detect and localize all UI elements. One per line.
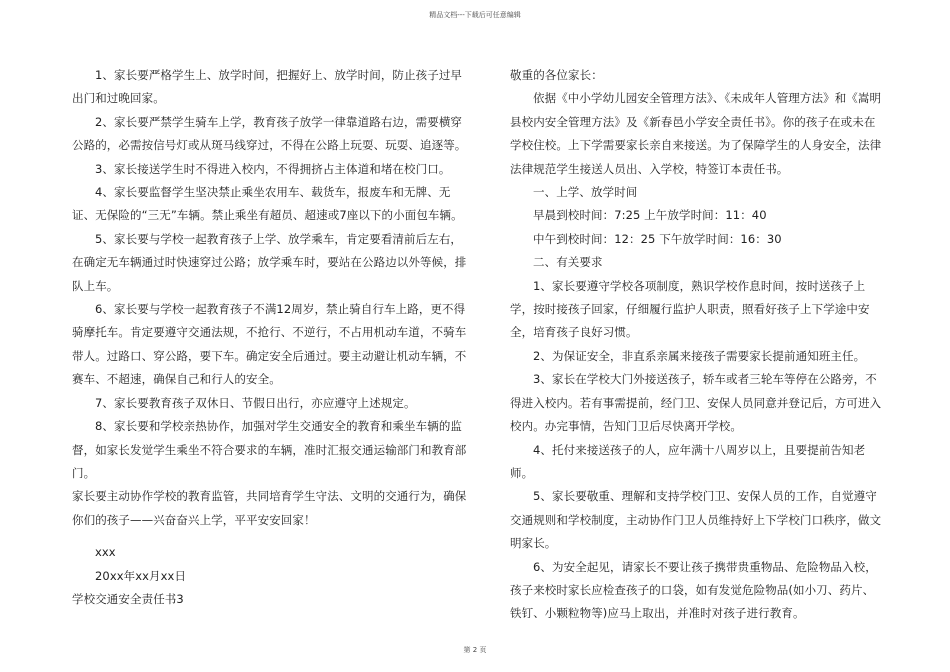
paragraph: 3、家长接送学生时不得进入校内，不得拥挤占主体道和堵在校门口。 [95,161,451,176]
page-number: 第 2 页 [463,646,487,654]
paragraph: 4、家长要监督学生坚决禁止乘坐农用车、载货车，报废车和无牌、无证、无保险的“三无”车辆。禁止乘坐有超员、超速或7座以下的小面包车辆。 [72,185,463,223]
paragraph: 4、托付来接送孩子的人，应年满十八周岁以上，且要提前告知老师。 [510,442,866,480]
paragraph: 学校交通安全责任书3 [72,591,184,606]
paragraph: 中午到校时间：12：25 下午放学时间：16：30 [533,231,782,246]
paragraph: 5、家长要敬重、理解和支持学校门卫、安保人员的工作，自觉遵守交通规则和学校制度，主动协作门卫人员维持好上下学校门口秩序，做文明家长。 [510,489,882,551]
paragraph: 3、家长在学校大门外接送孩子，轿车或者三轮车等停在公路旁，不得进入校内。若有事需提前，经门卫、安保人员同意并登记后，方可进入校内。办完事情，告知门卫后尽快离开学校。 [510,372,882,434]
paragraph: 1、家长要遵守学校各项制度，熟识学校作息时间，按时送孩子上学，按时接孩子回家，仔细履行监护人职责，照看好孩子上下学途中安全，培育孩子良好习惯。 [510,278,870,340]
paragraph: 6、为安全起见，请家长不要让孩子携带贵重物品、危险物品入校，孩子来校时家长应检查孩子的口袋，如有发觉危险物品(如小刀、药片、铁钉、小颗粒物等)应马上取出，并准时对孩子进行教育。 [510,559,877,621]
paragraph: 早晨到校时间：7:25 上午放学时间：11：40 [533,208,767,223]
paragraph: 一、上学、放学时间 [533,185,638,200]
paragraph: 2、家长要严禁学生骑车上学，教育孩子放学一律靠道路右边，需要横穿公路的，必需按信号灯或从斑马线穿过，不得在公路上玩耍、玩耍、追逐等。 [72,114,467,153]
right-column [510,64,882,626]
paragraph: 二、有关要求 [533,255,603,270]
paragraph: 敬重的各位家长： [510,68,603,82]
paragraph: 8、家长要和学校亲热协作，加强对学生交通安全的教育和乘坐车辆的监督，如家长发觉学生乘坐不符合要求的车辆，准时汇报交通运输部门和教育部门。 [72,419,467,480]
paragraph: 依据《中小学幼儿园安全管理方法》、《未成年人管理方法》和《嵩明县校内安全管理方法》及《新春邑小学安全责任书》。你的孩子在或未在学校住校。上下学需要家长亲自来接送。为了保障学生的人身安全，法律法律规范学生接送人员出、入学校，特签订本责任书。 [510,91,882,176]
paragraph: 7、家长要教育孩子双休日、节假日出行，亦应遵守上述规定。 [95,395,416,410]
paragraph: 20xx年xx月xx日 [95,568,187,583]
paragraph: 1、家长要严格学生上、放学时间，把握好上、放学时间，防止孩子过早出门和过晚回家。 [72,68,463,106]
paragraph: 5、家长要与学校一起教育孩子上学、放学乘车，肯定要看清前后左右，在确定无车辆通过时快速穿过公路；放学乘车时，要站在公路边以外等候，排队上车。 [72,231,467,293]
page-header: 精品文档---下载后可任意编辑 [429,11,521,19]
paragraph: 家长要主动协作学校的教育监管，共同培育学生守法、文明的交通行为，确保你们的孩子——兴奋奋兴上学，平平安安回家！ [72,489,467,527]
paragraph: 6、家长要与学校一起教育孩子不满12周岁，禁止骑自行车上路，更不得骑摩托车。肯定要遵守交通法规，不抢行、不逆行，不占用机动车道，不骑车带人。过路口、穿公路，要下车。确定安全后通过。要主动避让机动车辆，不赛车、不超速，确保自己和行人的安全。 [72,302,467,387]
left-column [72,64,470,611]
paragraph: 2、为保证安全，非直系亲属来接孩子需要家长提前通知班主任。 [533,348,866,363]
paragraph: xxx [95,545,116,560]
